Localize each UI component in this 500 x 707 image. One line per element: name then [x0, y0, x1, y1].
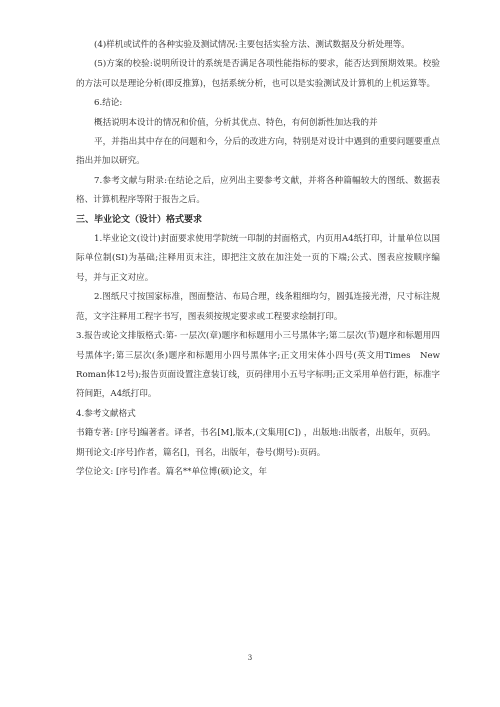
paragraph-book-reference: 书籍专著: [序号]编著者。译者，书名[M],版本,(文集用[C]) ，出版地:出版者，出版年，页码。 [76, 428, 436, 439]
paragraph-conclusion-issues: 平，并指出其中存在的问题和今，分后的改进方向，特别是对设计中遇到的重要问题要重点指出并加以研究。 [76, 137, 440, 167]
paragraph-layout-format: 3.报告或论文排版格式:第- 一层次(章)题序和标题用小三号黑体字;第二层次(节)题序和标题用四号黑体字;第三层次(条)题序和标题用小四号黑体字;正文用宋体小四号(英文用Times New Roman体12号);报告页面设置注意装订线，页码律用小五号字标明;正文采用单倍行距，标准字符间距，A4纸打印。 [76, 331, 449, 400]
paragraph-thesis-reference: 学位论文: [序号]作者。篇名**单位博(硕)论文，年 [76, 466, 267, 477]
paragraph-cover-requirements: 1.毕业论文(设计)封面要求使用学院统一印制的封面格式，内页用A4纸打印，计量单位以国际单位制(SI)为基础;注释用页末注，即把注文放在加注处一页的下端;公式、图表应按顺序编号，并与正文对应。 [76, 234, 440, 283]
paragraph-test-results: (4)样机或试件的各种实验及测试情况:主要包括实验方法、测试数据及分析处理等。 [94, 40, 410, 50]
paragraph-references-appendix: 7.参考文献与附录:在结论之后，应列出主要参考文献，并将各种篇幅较大的图纸、数据表格、计算机程序等附于报告之后。 [76, 175, 440, 206]
paragraph-scheme-verification: (5)方案的校验:说明所设计的系统是否满足各项性能指标的要求，能否达到预期效果。校验的方法可以是理论分析(即反推算)，包括系统分析，也可以是实验测试及计算机的上机运算等。 [76, 59, 440, 89]
section-format-requirements-heading: 三、毕业论文（设计）格式要求 [76, 214, 203, 225]
section-conclusion-heading: 6.结论: [94, 98, 123, 109]
section-reference-format-heading: 4.参考文献格式 [76, 408, 136, 419]
paragraph-drawing-standards: 2.图纸尺寸按国家标准，图面整洁、布局合理，线条粗细均匀，圆弧连接光滑，尺寸标注规范，文字注释用工程字书写，图表须按规定要求或工程要求绘制打印。 [76, 292, 440, 322]
page-number: 3 [247, 654, 253, 662]
paragraph-journal-reference: 期刊论文:[序号]作者，篇名[]，刊名，出版年，卷号(期号):页码。 [76, 447, 326, 458]
page-body [76, 36, 449, 482]
paragraph-conclusion-summary: 概括说明本设计的情况和价值，分析其优点、特色，有何创新性加达我的并 [94, 117, 378, 128]
